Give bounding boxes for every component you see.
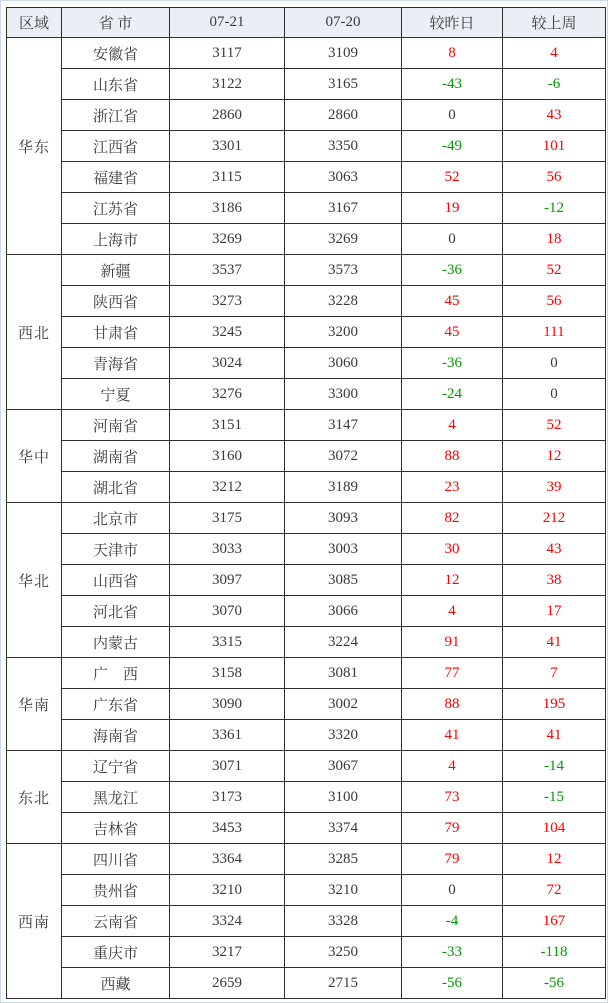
value-cell: 12 — [503, 844, 606, 875]
province-cell: 辽宁省 — [62, 751, 170, 782]
province-cell: 湖南省 — [62, 441, 170, 472]
value-cell: 39 — [503, 472, 606, 503]
value-cell: 45 — [402, 317, 503, 348]
province-cell: 山东省 — [62, 69, 170, 100]
value-cell: 111 — [503, 317, 606, 348]
table-row — [7, 193, 606, 224]
header-vs-yesterday: 较昨日 — [402, 8, 503, 38]
value-cell: 2860 — [285, 100, 402, 131]
value-cell: 3147 — [285, 410, 402, 441]
value-cell: 104 — [503, 813, 606, 844]
value-cell: -43 — [402, 69, 503, 100]
value-cell: 3186 — [170, 193, 285, 224]
value-cell: 18 — [503, 224, 606, 255]
value-cell: -118 — [503, 937, 606, 968]
province-cell: 内蒙古 — [62, 627, 170, 658]
table-row — [7, 69, 606, 100]
table-row — [7, 782, 606, 813]
header-row — [7, 8, 606, 38]
value-cell: 3300 — [285, 379, 402, 410]
value-cell: 8 — [402, 38, 503, 69]
table-row — [7, 224, 606, 255]
table-row — [7, 379, 606, 410]
value-cell: 3537 — [170, 255, 285, 286]
value-cell: 3002 — [285, 689, 402, 720]
province-cell: 上海市 — [62, 224, 170, 255]
table-row — [7, 720, 606, 751]
value-cell: 0 — [503, 348, 606, 379]
header-province: 省 市 — [62, 8, 170, 38]
value-cell: 91 — [402, 627, 503, 658]
value-cell: 3301 — [170, 131, 285, 162]
value-cell: 3217 — [170, 937, 285, 968]
province-cell: 吉林省 — [62, 813, 170, 844]
table-row — [7, 565, 606, 596]
province-cell: 北京市 — [62, 503, 170, 534]
value-cell: 3453 — [170, 813, 285, 844]
value-cell: 3245 — [170, 317, 285, 348]
value-cell: 195 — [503, 689, 606, 720]
value-cell: 3151 — [170, 410, 285, 441]
region-cell-2: 华中 — [7, 410, 62, 503]
value-cell: 30 — [402, 534, 503, 565]
value-cell: 2715 — [285, 968, 402, 999]
value-cell: 3273 — [170, 286, 285, 317]
value-cell: 19 — [402, 193, 503, 224]
header-date-0720: 07-20 — [285, 8, 402, 38]
value-cell: 43 — [503, 534, 606, 565]
value-cell: 3269 — [285, 224, 402, 255]
header-vs-lastweek: 较上周 — [503, 8, 606, 38]
table-row — [7, 286, 606, 317]
value-cell: 79 — [402, 844, 503, 875]
province-cell: 江西省 — [62, 131, 170, 162]
value-cell: -33 — [402, 937, 503, 968]
value-cell: -14 — [503, 751, 606, 782]
province-cell: 山西省 — [62, 565, 170, 596]
value-cell: 3158 — [170, 658, 285, 689]
value-cell: 3350 — [285, 131, 402, 162]
table-row — [7, 658, 606, 689]
value-cell: 0 — [402, 224, 503, 255]
value-cell: 3024 — [170, 348, 285, 379]
value-cell: 4 — [402, 410, 503, 441]
value-cell: 3212 — [170, 472, 285, 503]
value-cell: -49 — [402, 131, 503, 162]
value-cell: -6 — [503, 69, 606, 100]
value-cell: 3315 — [170, 627, 285, 658]
table-row — [7, 875, 606, 906]
value-cell: 3093 — [285, 503, 402, 534]
value-cell: 38 — [503, 565, 606, 596]
value-cell: 3285 — [285, 844, 402, 875]
table-row — [7, 100, 606, 131]
table-row — [7, 162, 606, 193]
table-row — [7, 441, 606, 472]
region-cell-1: 西北 — [7, 255, 62, 410]
province-cell: 海南省 — [62, 720, 170, 751]
value-cell: 3060 — [285, 348, 402, 379]
value-cell: 3033 — [170, 534, 285, 565]
value-cell: 82 — [402, 503, 503, 534]
value-cell: 3276 — [170, 379, 285, 410]
region-cell-4: 华南 — [7, 658, 62, 751]
province-cell: 云南省 — [62, 906, 170, 937]
province-cell: 贵州省 — [62, 875, 170, 906]
province-cell: 河北省 — [62, 596, 170, 627]
value-cell: 3374 — [285, 813, 402, 844]
value-cell: 3328 — [285, 906, 402, 937]
value-cell: 7 — [503, 658, 606, 689]
value-cell: 3097 — [170, 565, 285, 596]
region-cell-5: 东北 — [7, 751, 62, 844]
value-cell: -4 — [402, 906, 503, 937]
table-row — [7, 813, 606, 844]
value-cell: 3173 — [170, 782, 285, 813]
value-cell: 56 — [503, 162, 606, 193]
table-row — [7, 348, 606, 379]
value-cell: 43 — [503, 100, 606, 131]
value-cell: 3160 — [170, 441, 285, 472]
province-cell: 甘肃省 — [62, 317, 170, 348]
value-cell: 45 — [402, 286, 503, 317]
value-cell: 3100 — [285, 782, 402, 813]
value-cell: 73 — [402, 782, 503, 813]
header-date-0721: 07-21 — [170, 8, 285, 38]
value-cell: 12 — [503, 441, 606, 472]
province-cell: 天津市 — [62, 534, 170, 565]
value-cell: 4 — [402, 751, 503, 782]
table-row — [7, 534, 606, 565]
value-cell: 4 — [402, 596, 503, 627]
value-cell: 2860 — [170, 100, 285, 131]
province-cell: 广东省 — [62, 689, 170, 720]
value-cell: 3250 — [285, 937, 402, 968]
table-row — [7, 131, 606, 162]
province-cell: 湖北省 — [62, 472, 170, 503]
value-cell: 3269 — [170, 224, 285, 255]
value-cell: 88 — [402, 441, 503, 472]
value-cell: 88 — [402, 689, 503, 720]
province-cell: 陕西省 — [62, 286, 170, 317]
value-cell: 12 — [402, 565, 503, 596]
value-cell: 3003 — [285, 534, 402, 565]
table-row — [7, 503, 606, 534]
province-cell: 重庆市 — [62, 937, 170, 968]
value-cell: 3210 — [285, 875, 402, 906]
value-cell: -12 — [503, 193, 606, 224]
value-cell: 3324 — [170, 906, 285, 937]
value-cell: 3063 — [285, 162, 402, 193]
value-cell: -36 — [402, 255, 503, 286]
table-body — [7, 38, 606, 999]
value-cell: 3122 — [170, 69, 285, 100]
value-cell: 3320 — [285, 720, 402, 751]
value-cell: 3072 — [285, 441, 402, 472]
value-cell: 3090 — [170, 689, 285, 720]
value-cell: 3115 — [170, 162, 285, 193]
value-cell: 3081 — [285, 658, 402, 689]
value-cell: 52 — [503, 410, 606, 441]
table-row — [7, 38, 606, 69]
province-cell: 浙江省 — [62, 100, 170, 131]
value-cell: 3165 — [285, 69, 402, 100]
value-cell: 79 — [402, 813, 503, 844]
value-cell: 3070 — [170, 596, 285, 627]
value-cell: -15 — [503, 782, 606, 813]
value-cell: 3364 — [170, 844, 285, 875]
value-cell: 41 — [402, 720, 503, 751]
value-cell: 3167 — [285, 193, 402, 224]
value-cell: 3361 — [170, 720, 285, 751]
value-cell: 52 — [503, 255, 606, 286]
province-cell: 安徽省 — [62, 38, 170, 69]
table-row — [7, 596, 606, 627]
value-cell: 52 — [402, 162, 503, 193]
value-cell: 3066 — [285, 596, 402, 627]
table-row — [7, 472, 606, 503]
province-cell: 江苏省 — [62, 193, 170, 224]
value-cell: -24 — [402, 379, 503, 410]
value-cell: 23 — [402, 472, 503, 503]
value-cell: 4 — [503, 38, 606, 69]
value-cell: -36 — [402, 348, 503, 379]
table-row — [7, 906, 606, 937]
value-cell: 3085 — [285, 565, 402, 596]
value-cell: 3067 — [285, 751, 402, 782]
province-cell: 黑龙江 — [62, 782, 170, 813]
province-cell: 河南省 — [62, 410, 170, 441]
value-cell: 2659 — [170, 968, 285, 999]
value-cell: 17 — [503, 596, 606, 627]
value-cell: 212 — [503, 503, 606, 534]
province-cell: 福建省 — [62, 162, 170, 193]
value-cell: 0 — [503, 379, 606, 410]
value-cell: 3175 — [170, 503, 285, 534]
value-cell: 3210 — [170, 875, 285, 906]
value-cell: 3200 — [285, 317, 402, 348]
value-cell: 0 — [402, 100, 503, 131]
value-cell: -56 — [503, 968, 606, 999]
value-cell: 0 — [402, 875, 503, 906]
region-cell-6: 西南 — [7, 844, 62, 999]
value-cell: 3117 — [170, 38, 285, 69]
table-row — [7, 627, 606, 658]
table-row — [7, 844, 606, 875]
header-region: 区域 — [7, 8, 62, 38]
table-row — [7, 317, 606, 348]
value-cell: 3071 — [170, 751, 285, 782]
value-cell: 3109 — [285, 38, 402, 69]
province-cell: 青海省 — [62, 348, 170, 379]
province-cell: 宁夏 — [62, 379, 170, 410]
regional-price-table — [6, 7, 606, 999]
value-cell: 167 — [503, 906, 606, 937]
value-cell: -56 — [402, 968, 503, 999]
value-cell: 3189 — [285, 472, 402, 503]
value-cell: 3224 — [285, 627, 402, 658]
value-cell: 3228 — [285, 286, 402, 317]
table-row — [7, 689, 606, 720]
value-cell: 56 — [503, 286, 606, 317]
province-cell: 新疆 — [62, 255, 170, 286]
table-row — [7, 937, 606, 968]
value-cell: 41 — [503, 627, 606, 658]
table-row — [7, 968, 606, 999]
region-cell-3: 华北 — [7, 503, 62, 658]
table-row — [7, 751, 606, 782]
region-cell-0: 华东 — [7, 38, 62, 255]
value-cell: 72 — [503, 875, 606, 906]
value-cell: 3573 — [285, 255, 402, 286]
table-row — [7, 410, 606, 441]
value-cell: 41 — [503, 720, 606, 751]
province-cell: 四川省 — [62, 844, 170, 875]
value-cell: 77 — [402, 658, 503, 689]
province-cell: 西藏 — [62, 968, 170, 999]
province-cell: 广 西 — [62, 658, 170, 689]
table-row — [7, 255, 606, 286]
value-cell: 101 — [503, 131, 606, 162]
